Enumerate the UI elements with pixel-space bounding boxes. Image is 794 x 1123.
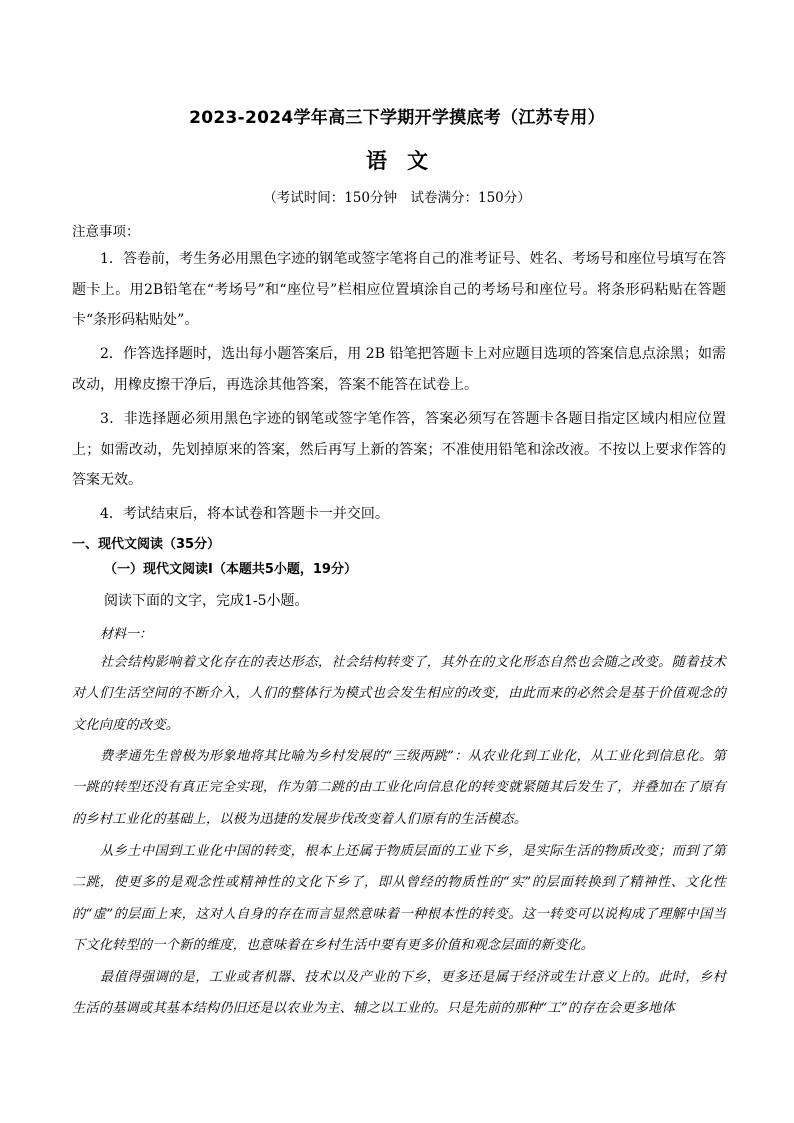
subject-title: 语文	[366, 149, 448, 173]
note-item-4: 4．考试结束后，将本试卷和答题卡一并交回。	[100, 506, 389, 522]
note-item-1: 1．答卷前，考生务必用黑色字迹的钢笔或签字笔将自己的准考证号、姓名、考场号和座位号填写在答题卡上。用2B铅笔在“考场号”和“座位号”栏相应位置填涂自己的考场号和座位号。将条形码粘贴在答题卡“条形码粘贴处”。	[72, 251, 726, 328]
note-item-2: 2．作答选择题时，选出每小题答案后，用 2B 铅笔把答题卡上对应题目选项的答案信息点涂黑；如需改动，用橡皮擦干净后，再选涂其他答案，答案不能答在试卷上。	[72, 346, 726, 393]
exam-title: 2023-2024学年高三下学期开学摸底考（江苏专用）	[189, 108, 605, 128]
reading-instruction: 阅读下面的文字，完成1-5小题。	[104, 593, 309, 609]
material-paragraph-2: 费孝通先生曾极为形象地将其比喻为乡村发展的“三级两跳”：从农业化到工业化，从工业化到信息化。第一跳的转型还没有真正完全实现，作为第二跳的由工业化向信息化的转变就紧随其后发生了，并叠加在了原有的乡村工业化的基础上，以极为迅捷的发展步伐改变着人们原有的生活模态。	[72, 749, 726, 827]
notes-heading: 注意事项：	[72, 224, 140, 240]
material-paragraph-4: 最值得强调的是，工业或者机器、技术以及产业的下乡，更多还是属于经济或生计意义上的。此时，乡村生活的基调或其基本结构仍旧还是以农业为主、辅之以工业的。只是先前的那种“工”的存在会更多地体	[72, 970, 726, 1017]
material-label: 材料一：	[100, 627, 153, 642]
note-item-3: 3．非选择题必须用黑色字迹的钢笔或签字笔作答，答案必须写在答题卡各题目指定区域内相应位置上；如需改动，先划掉原来的答案，然后再写上新的答案；不准使用铅笔和涂改液。不按以上要求作答的答案无效。	[72, 411, 726, 488]
section-heading: 一、现代文阅读（35分）	[72, 537, 221, 552]
subsection-heading: （一）现代文阅读Ⅰ（本题共5小题，19分）	[104, 562, 357, 577]
exam-info: （考试时间：150分钟 试卷满分：150分）	[263, 190, 531, 206]
material-paragraph-3: 从乡土中国到工业化中国的转变，根本上还属于物质层面的工业下乡，是实际生活的物质改变；而到了第二跳，使更多的是观念性或精神性的文化下乡了，即从曾经的物质性的“实”的层面转换到了精神性、文化性的“虚”的层面上来，这对人自身的存在而言显然意味着一种根本性的转变。这一转变可以说构成了理解中国当下文化转型的一个新的维度，也意味着在乡村生活中要有更多价值和观念层面的新变化。	[72, 844, 726, 953]
material-paragraph-1: 社会结构影响着文化存在的表达形态，社会结构转变了，其外在的文化形态自然也会随之改变。随着技术对人们生活空间的不断介入，人们的整体行为模式也会发生相应的改变，由此而来的必然会是基于价值观念的文化向度的改变。	[72, 655, 726, 733]
